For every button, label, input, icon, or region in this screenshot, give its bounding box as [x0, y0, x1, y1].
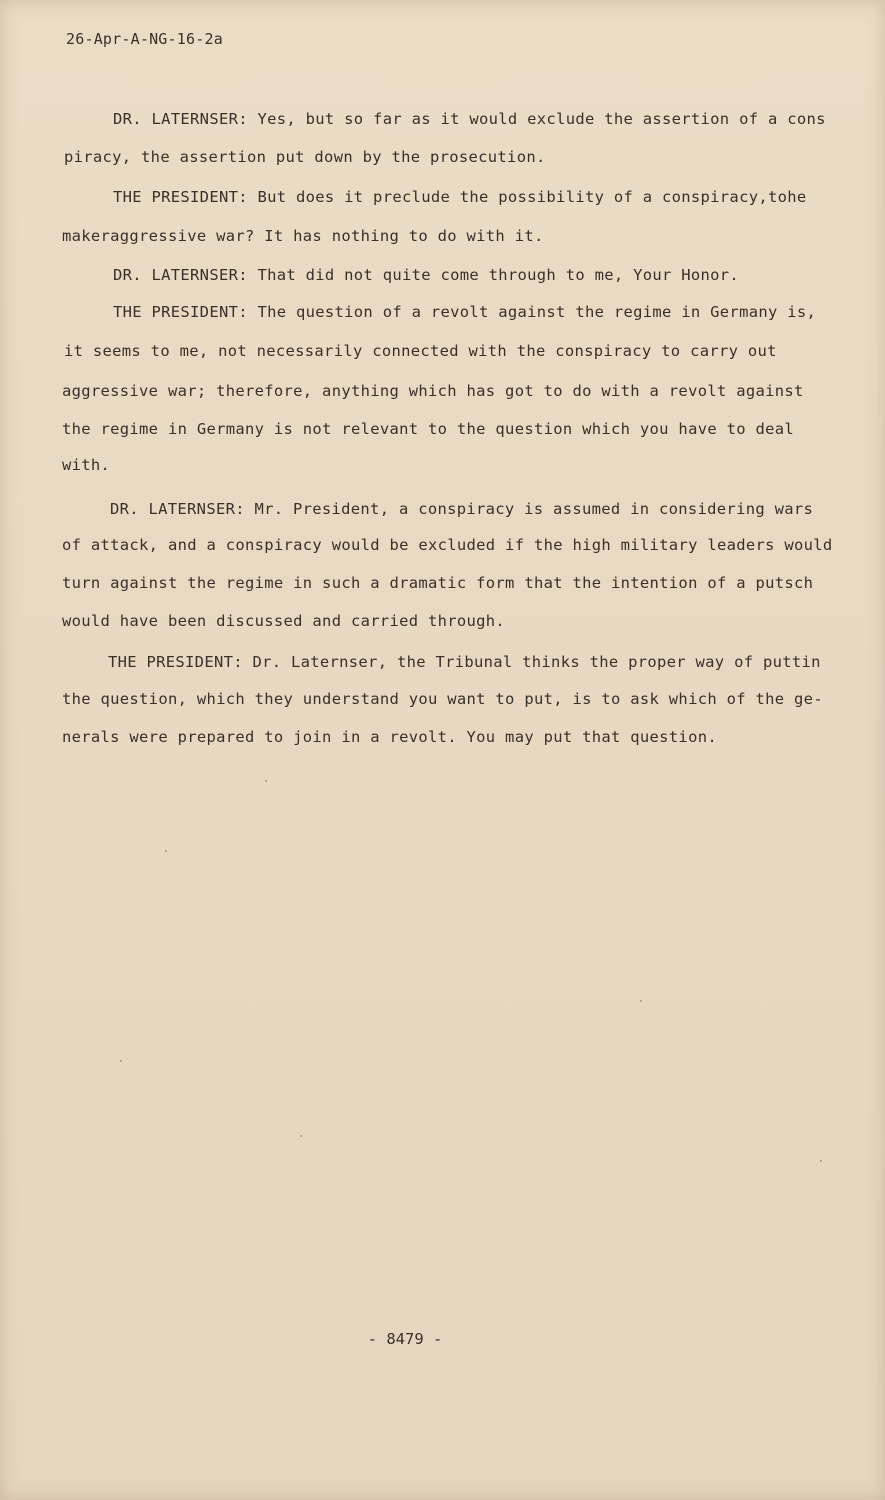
paper-speck [265, 780, 267, 782]
transcript-line: THE PRESIDENT: The question of a revolt against the regime in Germany is, [113, 303, 817, 321]
transcript-line: THE PRESIDENT: But does it preclude the possibility of a conspiracy,tohe [113, 188, 807, 206]
paper-speck [300, 1135, 302, 1137]
paper-speck [820, 1160, 822, 1162]
transcript-line: piracy, the assertion put down by the prosecution. [64, 148, 546, 166]
paper-speck [640, 1000, 642, 1002]
transcript-line: with. [62, 456, 111, 474]
transcript-line: turn against the regime in such a dramatic form that the intention of a putsch [62, 574, 814, 592]
transcript-line: it seems to me, not necessarily connected with the conspiracy to carry out [64, 342, 777, 360]
transcript-line: the regime in Germany is not relevant to the question which you have to deal [62, 420, 795, 438]
transcript-line: makeraggressive war? It has nothing to do with it. [62, 227, 544, 245]
transcript-line: DR. LATERNSER: That did not quite come through to me, Your Honor. [113, 266, 740, 284]
transcript-line: DR. LATERNSER: Mr. President, a conspiracy is assumed in considering wars [110, 500, 814, 518]
page-number: - 8479 - [367, 1330, 443, 1348]
transcript-line: aggressive war; therefore, anything which has got to do with a revolt against [62, 382, 804, 400]
transcript-line: would have been discussed and carried through. [62, 612, 506, 630]
transcript-line: nerals were prepared to join in a revolt. You may put that question. [62, 728, 717, 746]
paper-speck [120, 1060, 122, 1062]
document-id: 26-Apr-A-NG-16-2a [66, 30, 223, 48]
transcript-line: the question, which they understand you want to put, is to ask which of the ge- [62, 690, 823, 708]
transcript-line: of attack, and a conspiracy would be excluded if the high military leaders would [62, 536, 833, 554]
paper-speck [165, 850, 167, 852]
transcript-line: THE PRESIDENT: Dr. Laternser, the Tribunal thinks the proper way of puttin [108, 653, 821, 671]
transcript-line: DR. LATERNSER: Yes, but so far as it would exclude the assertion of a cons [113, 110, 826, 128]
